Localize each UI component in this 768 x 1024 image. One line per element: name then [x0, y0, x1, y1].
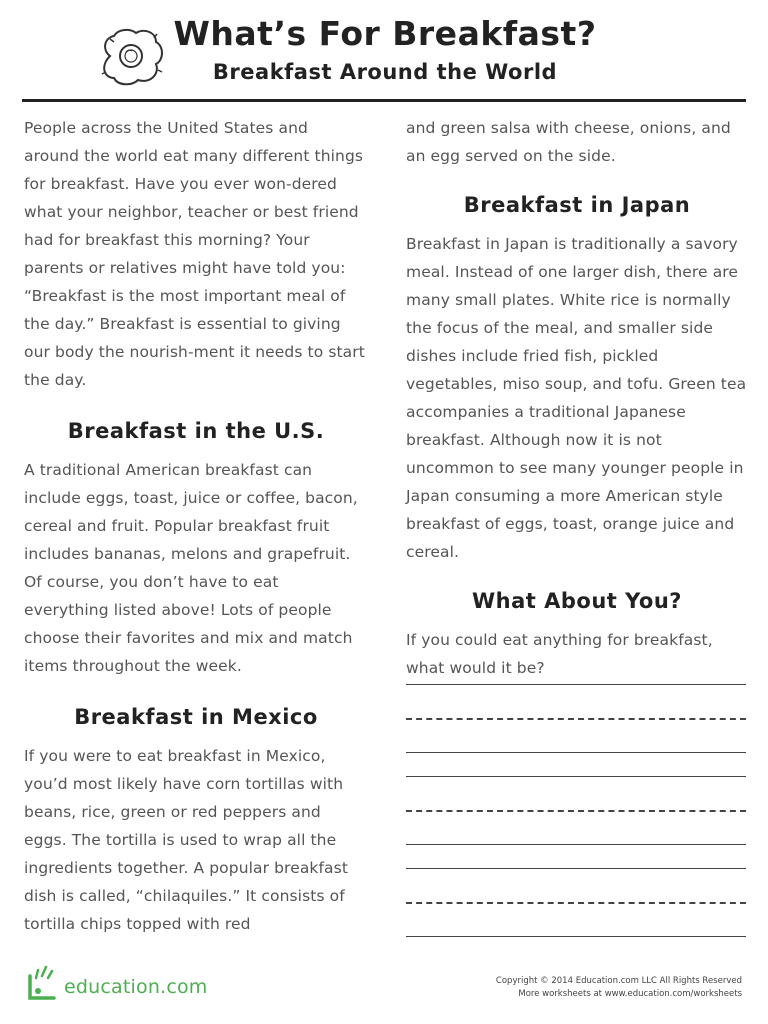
right-column	[406, 114, 748, 682]
writing-line-base	[406, 844, 746, 845]
copyright-text: Copyright © 2014 Education.com LLC All Rights Reserved	[495, 976, 742, 986]
page-title: What’s For Breakfast?	[173, 14, 597, 53]
page-subtitle: Breakfast Around the World	[212, 60, 558, 84]
writing-line-mid	[406, 810, 746, 812]
more-worksheets-link[interactable]: More worksheets at www.education.com/worksheets	[518, 989, 742, 999]
writing-line-base	[406, 752, 746, 753]
education-logo-icon	[24, 964, 64, 1004]
mexico-heading: Breakfast in Mexico	[74, 705, 318, 729]
writing-line-top	[406, 868, 746, 869]
you-prompt: If you could eat anything for breakfast, what would it be?	[406, 631, 713, 677]
mexico-paragraph: If you were to eat breakfast in Mexico, you’d most likely have corn tortillas with beans, rice, green or red peppers and eggs. The tortilla is used to wrap all the ingredients together. A popular breakfast dish is called, “chilaquiles.” It consists of tortilla chips topped with red	[24, 747, 349, 933]
writing-line-base	[406, 936, 746, 937]
us-paragraph: A traditional American breakfast can include eggs, toast, juice or coffee, bacon, cereal and fruit. Popular breakfast fruit includes bananas, melons and grapefruit. Of course, you don’t have to eat everything listed above! Lots of people choose their favorites and mix and match items throughout the week.	[24, 461, 358, 675]
writing-line-top	[406, 684, 746, 685]
logo-suffix: .com	[160, 976, 208, 998]
intro-paragraph: People across the United States and around the world eat many different things for breakfast. Have you ever won-dered what your neighbor, teacher or best friend had for breakfast this morning? Your parents or relatives might have told you: “Breakfast is the most important meal of the day.” Breakfast is essential to giving our body the nourish-ment it needs to start the day.	[24, 119, 365, 389]
copyright-block	[496, 975, 742, 1001]
writing-line-mid	[406, 902, 746, 904]
writing-line-top	[406, 776, 746, 777]
logo-word: education	[64, 976, 161, 998]
us-heading: Breakfast in the U.S.	[67, 419, 325, 443]
writing-line-mid	[406, 718, 746, 720]
header-divider	[22, 99, 746, 102]
education-logo[interactable]	[24, 964, 224, 1004]
japan-paragraph: Breakfast in Japan is traditionally a savory meal. Instead of one larger dish, there are many small plates. White rice is normally the focus of the meal, and smaller side dishes include fried fish, pickled vegetables, miso soup, and tofu. Green tea accompanies a traditional Japanese breakfast. Although now it is not uncommon to see many younger people in Japan consuming a more American style breakfast of eggs, toast, orange juice and cereal.	[406, 235, 747, 561]
you-heading: What About You?	[472, 589, 682, 613]
japan-heading: Breakfast in Japan	[463, 193, 691, 217]
worksheet-header	[0, 0, 768, 100]
handwriting-area[interactable]	[406, 684, 746, 944]
left-column	[24, 114, 368, 938]
mexico-paragraph-continued: and green salsa with cheese, onions, and an egg served on the side.	[406, 119, 731, 165]
logo-text	[64, 976, 208, 998]
